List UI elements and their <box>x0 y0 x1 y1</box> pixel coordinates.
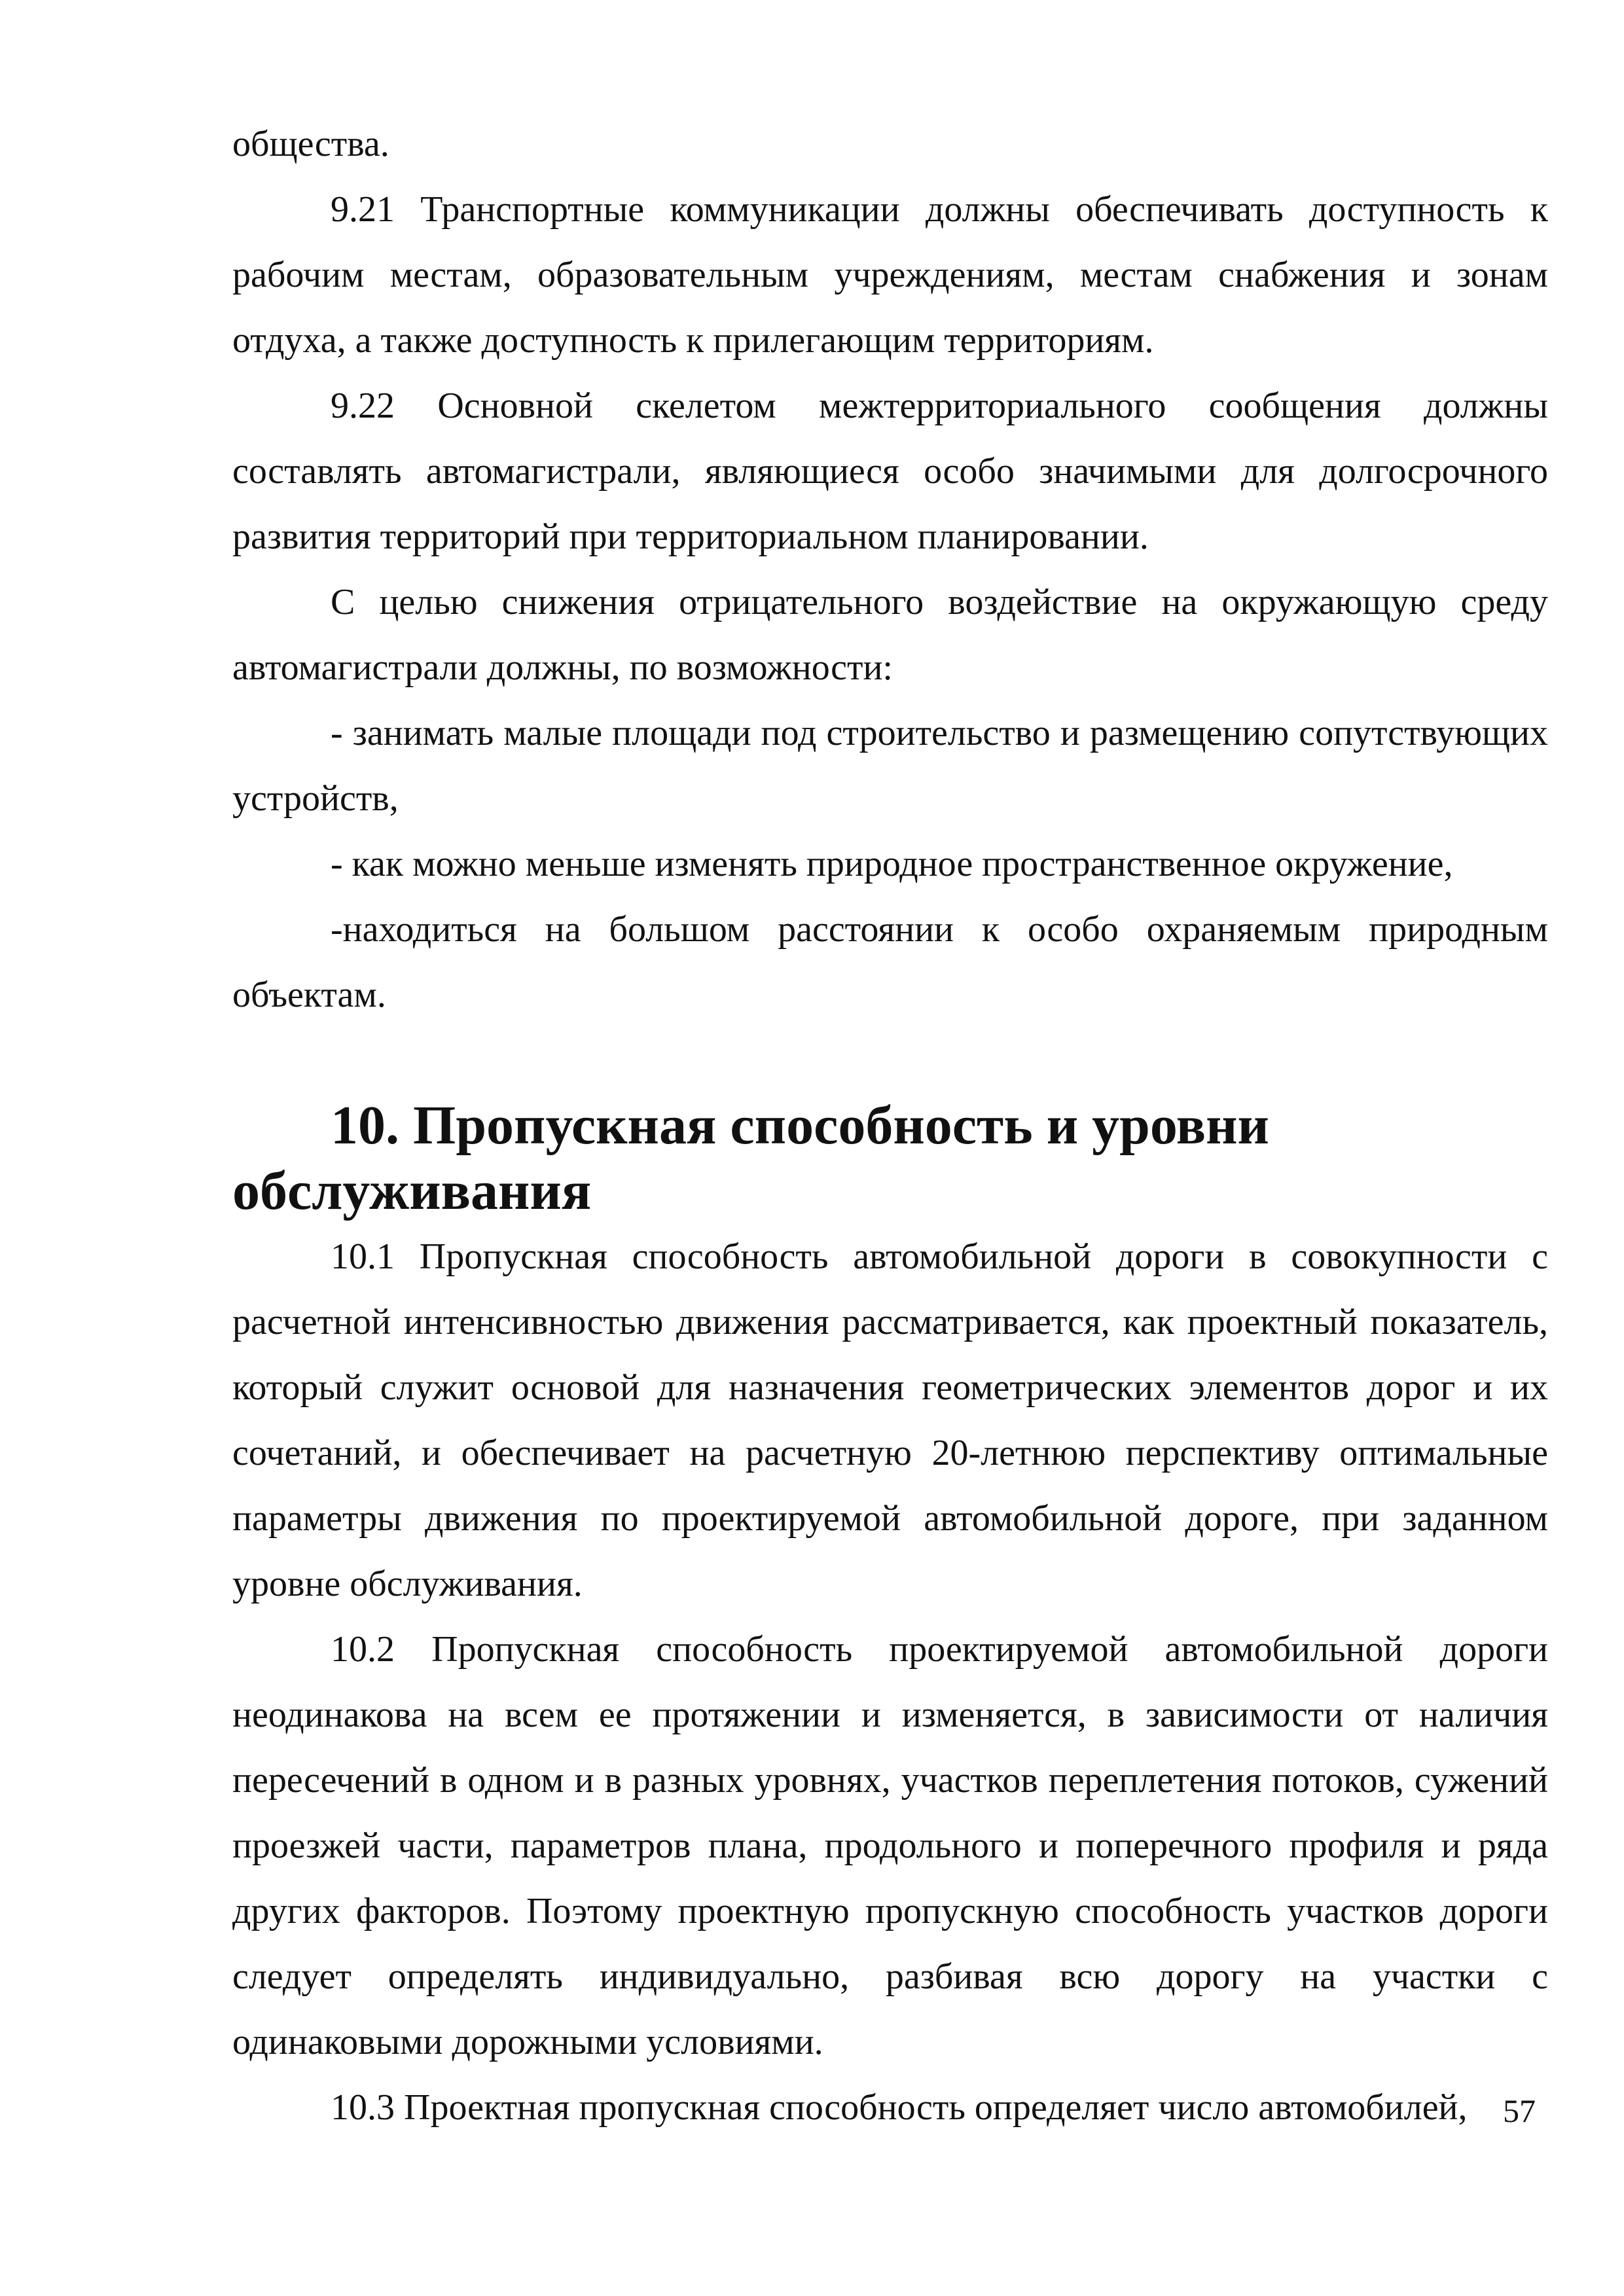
paragraph-9-22: 9.22 Основной скелетом межтерриториального сообщения должны составлять автомагистрали, являющиеся особо значимыми для долгосрочного развития территорий при территориальном планировании. <box>232 386 1548 557</box>
list-item-small-areas: - занимать малые площади под строительство и размещению сопутствующих устройств, <box>232 713 1548 819</box>
paragraph-environment-intro: С целью снижения отрицательного воздействие на окружающую среду автомагистрали должны, по возможности: <box>232 582 1548 688</box>
paragraph-10-2: 10.2 Пропускная способность проектируемой автомобильной дороги неодинакова на всем ее протяжении и изменяется, в зависимости от наличия пересечений в одном и в разных уровнях, участков переплетения потоков, сужений проезжей части, параметров плана, продольного и поперечного профиля и ряда других факторов. Поэтому проектную пропускную способность участков дороги следует определять индивидуально, разбивая всю дорогу на участки с одинаковыми дорожными условиями. <box>232 1629 1548 2062</box>
text-body <box>232 111 1548 2140</box>
paragraph-continuation: общества. <box>232 124 389 164</box>
page-number: 57 <box>1503 2092 1536 2129</box>
paragraph-9-21: 9.21 Транспортные коммуникации должны обеспечивать доступность к рабочим местам, образовательным учреждениям, местам снабжения и зонам отдуха, а также доступность к прилегающим территориям. <box>232 189 1548 361</box>
list-item-natural-environment: - как можно меньше изменять природное пространственное окружение, <box>331 844 1453 884</box>
list-item-protected-objects: -находиться на большом расстоянии к особо охраняемым природным объектам. <box>232 909 1548 1015</box>
paragraph-10-1: 10.1 Пропускная способность автомобильной дороги в совокупности с расчетной интенсивностью движения рассматривается, как проектный показатель, который служит основой для назначения геометрических элементов дорог и их сочетаний, и обеспечивает на расчетную 20-летнюю перспективу оптимальные параметры движения по проектируемой автомобильной дороге, при заданном уровне обслуживания. <box>232 1236 1548 1604</box>
section-heading: 10. Пропускная способность и уровни обслуживания <box>232 1095 1269 1221</box>
paragraph-10-3: 10.3 Проектная пропускная способность определяет число автомобилей, <box>331 2087 1468 2128</box>
